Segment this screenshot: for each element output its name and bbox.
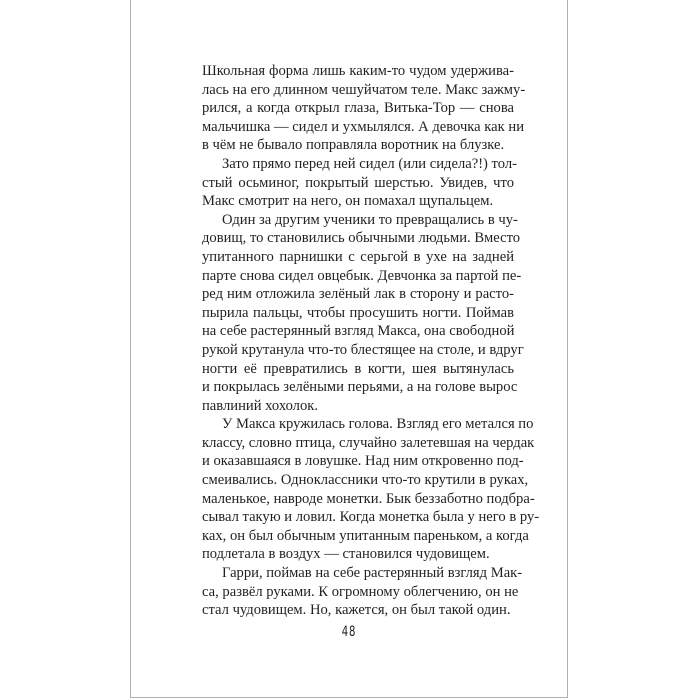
text-line: упитанного парнишки с серьгой в ухе на задней [202, 248, 514, 265]
text-line: довищ, то становились обычными людьми. Вместо [202, 230, 521, 247]
paragraph-1 [202, 62, 526, 155]
page-number: 48 [341, 624, 357, 640]
text-line: ках, он был обычным упитанным пареньком, а когда [202, 527, 529, 544]
text-line: пырила пальцы, чтобы просушить ногти. Поймав [202, 304, 514, 321]
paragraph-2 [202, 155, 517, 211]
paragraph-4 [202, 415, 540, 564]
text-line: сывал такую и ловил. Когда монетка была у него в ру- [202, 509, 540, 526]
text-line: рукой крутанула что-то блестящее на столе, и вдруг [202, 341, 524, 358]
text-line: Макс смотрит на него, он помахал щупальцем. [202, 193, 494, 210]
book-page [130, 0, 568, 698]
text-line: классу, словно птица, случайно залетевшая на чердак [202, 434, 535, 451]
text-line: и оказавшаяся в ловушке. Над ним откровенно под- [202, 453, 524, 470]
text-line: У Макса кружилась голова. Взгляд его метался по [222, 416, 534, 433]
text-line: ред ним отложила зелёный лак в сторону и расто- [202, 286, 514, 303]
text-line: Зато прямо перед ней сидел (или сидела?!) тол- [222, 155, 517, 172]
text-line: Школьная форма лишь каким-то чудом удержива- [202, 63, 514, 79]
text-line: и покрылась зелёными перьями, а на голове вырос [202, 379, 518, 396]
text-line: лась на его длинном чешуйчатом теле. Макс зажму- [202, 81, 526, 98]
text-line: подлетала в воздух — становился чудовищем. [202, 546, 490, 563]
text-line: ногти её превратились в когти, шея вытянулась [202, 360, 514, 377]
text-line: на себе растерянный взгляд Макса, она свободной [202, 323, 515, 340]
paragraph-5 [202, 564, 523, 620]
text-line: мальчишка — сидел и ухмылялся. А девочка как ни [202, 118, 525, 135]
text-line: Один за другим ученики то превращались в чу- [222, 211, 518, 228]
text-line: павлиний хохолок. [202, 397, 318, 414]
text-line: маленькое, навроде монетки. Бык беззаботно подбра- [202, 490, 535, 507]
paragraph-3 [202, 211, 524, 416]
text-line: стый осьминог, покрытый шерстью. Увидев, что [202, 174, 514, 191]
text-line: са, развёл руками. К огромному облегчению, он не [202, 583, 519, 600]
text-line: стал чудовищем. Но, кажется, он был такой один. [202, 602, 511, 619]
text-line: рился, а когда открыл глаза, Витька-Тор — снова [202, 100, 514, 117]
text-line: парте снова сидел овцебык. Девчонка за партой пе- [202, 267, 522, 284]
text-line: в чём не бывало поправляла воротник на блузке. [202, 137, 505, 154]
text-line: смеивались. Одноклассники что-то крутили в руках, [202, 472, 529, 489]
text-line: Гарри, поймав на себе растерянный взгляд Мак- [222, 565, 523, 582]
body-text [202, 62, 540, 620]
